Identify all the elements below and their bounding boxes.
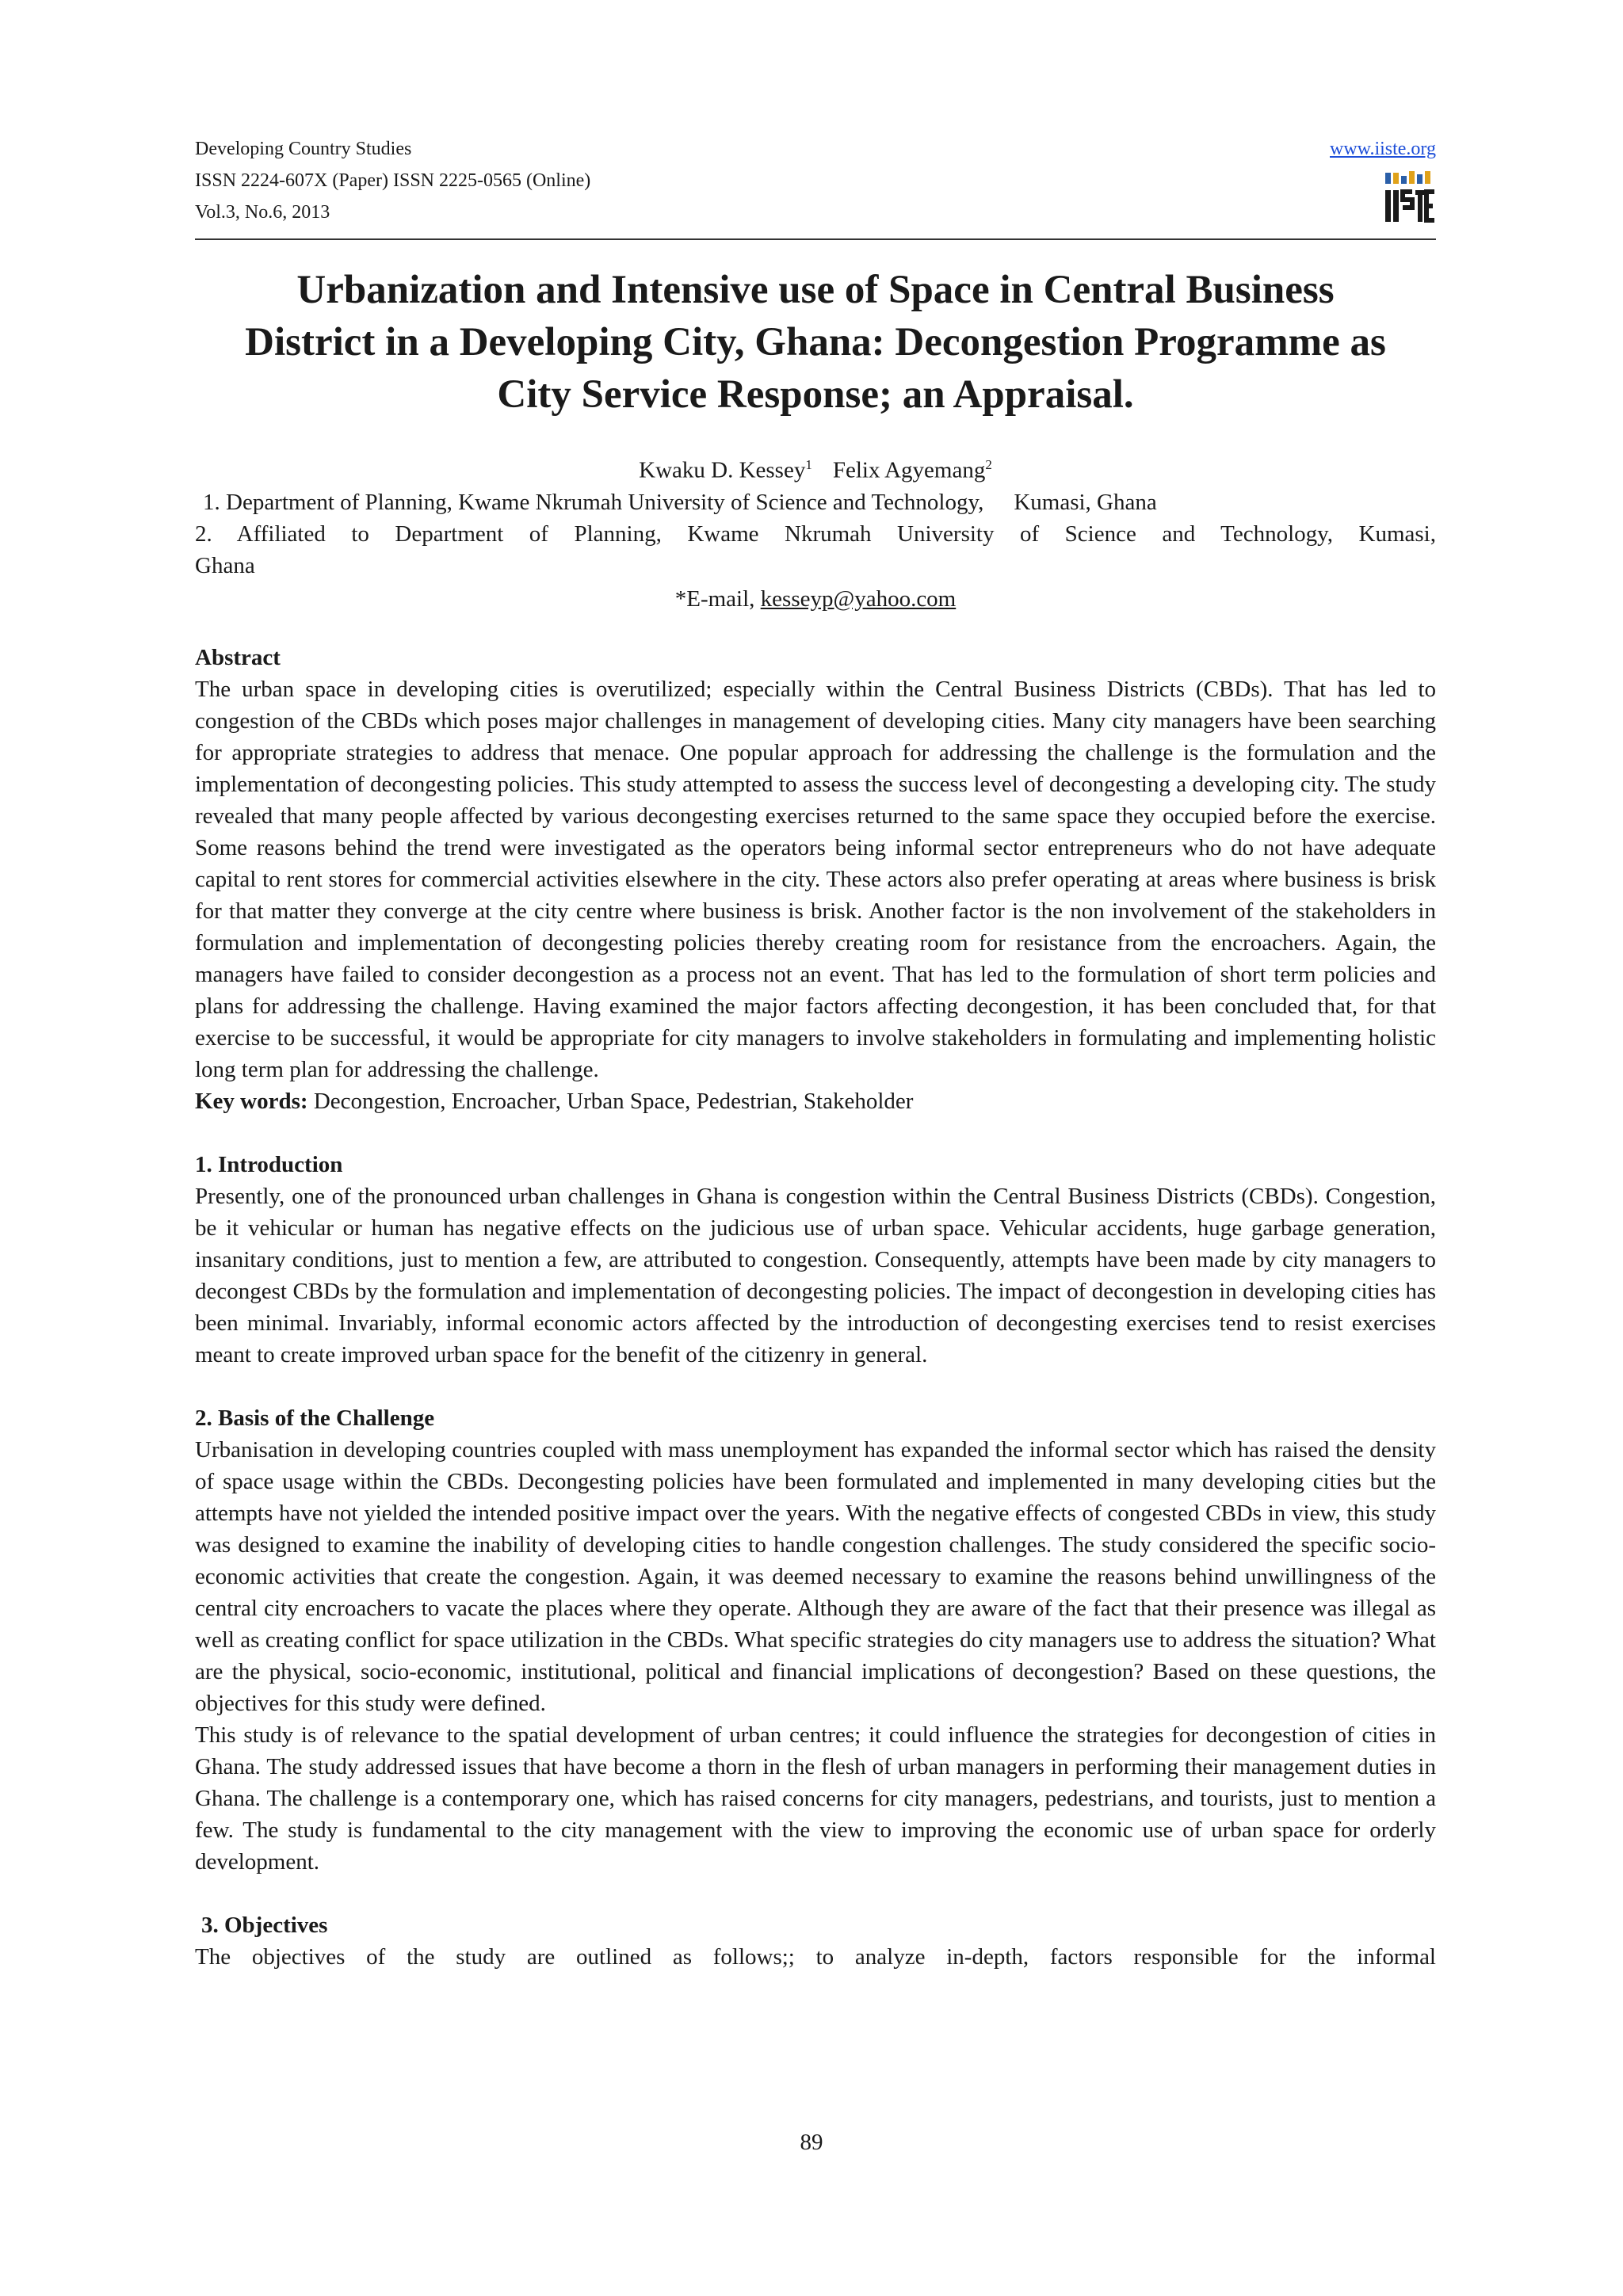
affiliation-location: Kumasi, Ghana <box>1014 489 1157 515</box>
running-header <box>195 133 1436 231</box>
page-number: 89 <box>800 2130 823 2155</box>
author-superscript: 1 <box>805 457 812 472</box>
issn-line: ISSN 2224-607X (Paper) ISSN 2225-0565 (Online) <box>195 170 591 191</box>
section-heading: 1. Introduction <box>195 1151 343 1177</box>
affiliation-text: 1. Department of Planning, Kwame Nkrumah University of Science and Technology, <box>203 489 984 515</box>
email-link[interactable]: kesseyp@yahoo.com <box>760 585 957 612</box>
author-name: Felix Agyemang <box>832 457 986 483</box>
section-paragraph: Urbanisation in developing countries coupled with mass unemployment has expanded the informal sector which has raised the density of space usage within the CBDs. Decongesting policies have been formulated and implemented in many developing cities but the attempts have not yielded the intended positive impact over the years. With the negative effects of congested CBDs in view, this study was designed to examine the inability of developing cities to handle congestion challenges. The study considered the specific socio-economic activities that create the congestion. Again, it was deemed necessary to examine the reasons behind unwillingness of the central city encroachers to vacate the places where they operate. Although they are aware of the fact that their presence was illegal as well as creating conflict for space utilization in the CBDs. What specific strategies do city managers use to address the situation? What are the physical, socio-economic, institutional, political and financial implications of decongestion? Based on these questions, the objectives for this study were defined. <box>195 1436 1436 1716</box>
paper-page <box>195 133 1436 1973</box>
journal-name: Developing Country Studies <box>195 139 412 159</box>
keywords-list: Decongestion, Encroacher, Urban Space, Pedestrian, Stakeholder <box>313 1088 914 1114</box>
title-line: District in a Developing City, Ghana: Decongestion Programme as <box>245 320 1386 364</box>
section-introduction <box>195 1149 1436 1371</box>
section-heading: 3. Objectives <box>201 1912 328 1938</box>
section-paragraph: Presently, one of the pronounced urban challenges in Ghana is congestion within the Central Business Districts (CBDs). Congestion, be it vehicular or human has negative effects on the judicious use of urban space. Vehicular accidents, huge garbage generation, insanitary conditions, just to mention a few, are attributed to congestion. Consequently, attempts have been made by city managers to decongest CBDs by the formulation and implementation of decongesting policies. The impact of decongestion in developing cities has been minimal. Invariably, informal economic actors affected by the introduction of decongesting exercises tend to resist exercises meant to create improved urban space for the benefit of the citizenry in general. <box>195 1183 1436 1367</box>
header-divider <box>195 238 1436 240</box>
title-line: Urbanization and Intensive use of Space in Central Business <box>296 268 1335 312</box>
iiste-logo-icon <box>1384 170 1436 227</box>
author-line <box>195 449 1436 486</box>
abstract-section <box>195 642 1436 1117</box>
section-paragraph: The objectives of the study are outlined as follows;; to analyze in-depth, factors responsible for the informal <box>195 1943 1436 1970</box>
section-objectives <box>195 1909 1436 1973</box>
section-paragraph: This study is of relevance to the spatial development of urban centres; it could influence the strategies for decongestion of cities in Ghana. The study addressed issues that have become a thorn in the flesh of urban managers in performing their management duties in Ghana. The challenge is a contemporary one, which has raised concerns for city managers, pedestrians, and tourists, just to mention a few. The study is fundamental to the city management with the view to improving the economic use of urban space for orderly development. <box>195 1722 1436 1875</box>
abstract-text: The urban space in developing cities is overutilized; especially within the Central Business Districts (CBDs). That has led to congestion of the CBDs which poses major challenges in management of developing cities. Many city managers have been searching for appropriate strategies to address that menace. One popular approach for addressing the challenge is the formulation and the implementation of decongesting policies. This study attempted to assess the success level of decongesting a developing city. The study revealed that many people affected by various decongesting exercises returned to the same space they occupied before the exercise. Some reasons behind the trend were investigated as the operators being informal sector entrepreneurs who do not have adequate capital to rent stores for commercial activities elsewhere in the city. These actors also prefer operating at areas where business is brisk for that matter they converge at the city centre where business is brisk. Another factor is the non involvement of the stakeholders in formulation and implementation of decongesting policies thereby creating room for resistance from the encroachers. Again, the managers have failed to consider decongestion as a process not an event. That has led to the formulation of short term policies and plans for addressing the challenge. Having examined the major factors affecting decongestion, it has been concluded that, for that exercise to be successful, it would be appropriate for city managers to involve stakeholders in formulating and implementing holistic long term plan for addressing the challenge. <box>195 676 1436 1082</box>
title-line: City Service Response; an Appraisal. <box>497 372 1134 417</box>
keywords-line <box>195 1085 1436 1117</box>
affiliation-2-continued: Ghana <box>195 552 255 578</box>
affiliation-2: 2. Affiliated to Department of Planning, Kwame Nkrumah University of Science and Technology, Kumasi, <box>195 521 1436 547</box>
contact-email <box>195 583 1436 615</box>
header-right <box>1330 133 1436 231</box>
journal-info <box>195 133 590 228</box>
journal-url-link[interactable]: www.iiste.org <box>1330 139 1436 159</box>
affiliation-1 <box>195 486 1436 518</box>
paper-title <box>195 264 1436 421</box>
keywords-label: Key words: <box>195 1088 308 1114</box>
volume-line: Vol.3, No.6, 2013 <box>195 202 330 223</box>
author-name: Kwaku D. Kessey <box>639 457 806 483</box>
abstract-heading: Abstract <box>195 644 281 670</box>
email-label: *E-mail, <box>674 585 755 612</box>
author-superscript: 2 <box>985 457 992 472</box>
section-basis-of-challenge <box>195 1402 1436 1878</box>
section-heading: 2. Basis of the Challenge <box>195 1405 435 1431</box>
